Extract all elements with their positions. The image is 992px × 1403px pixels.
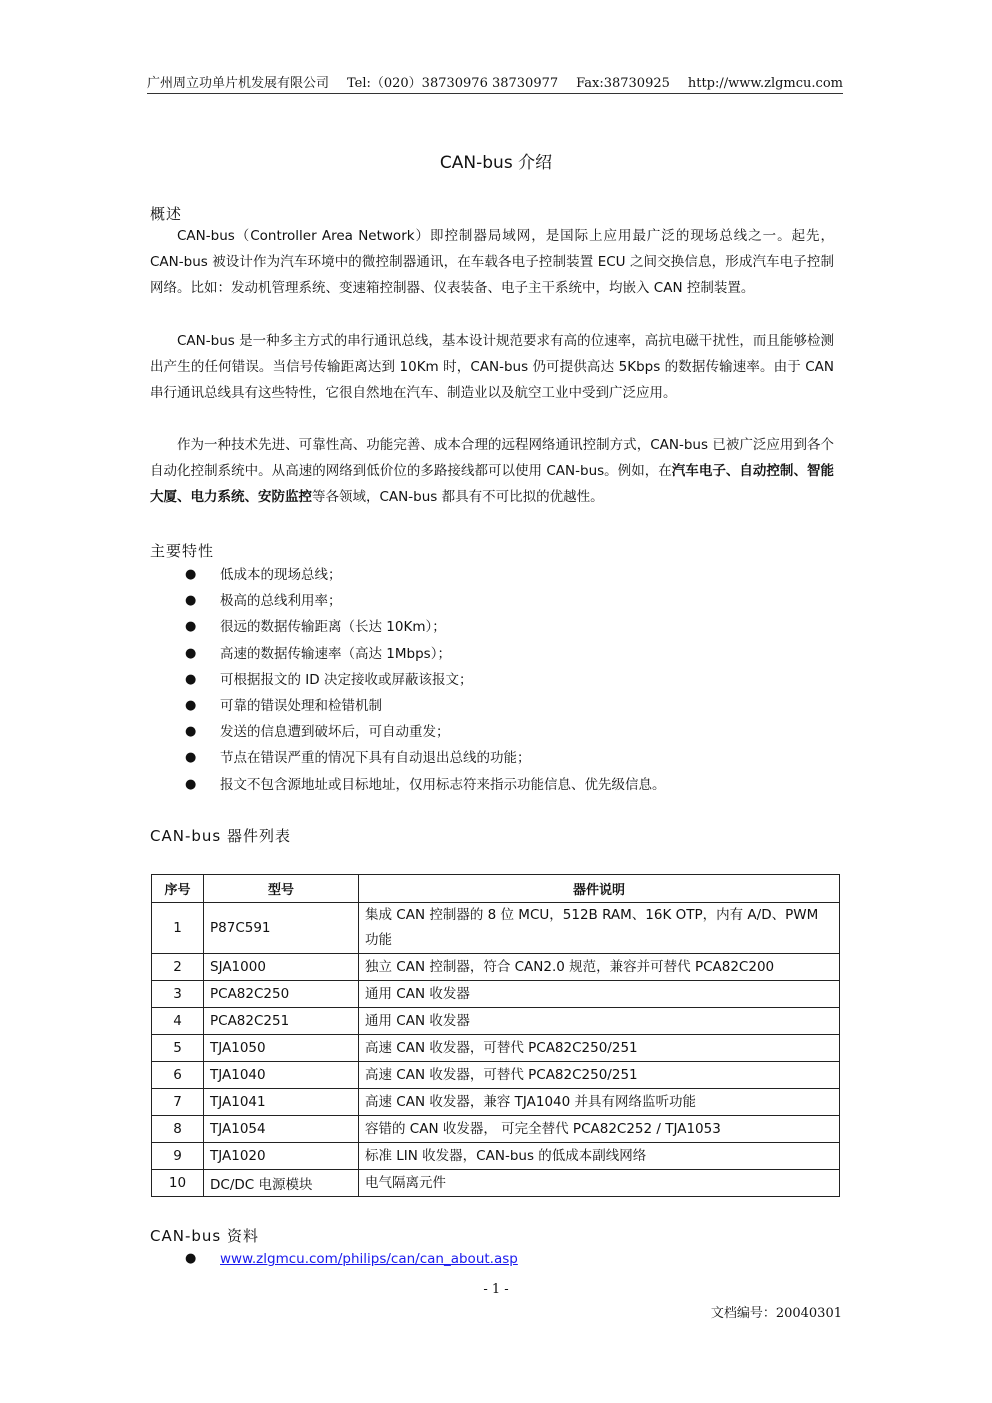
bullet-icon: ● xyxy=(185,593,197,609)
bullet-icon: ● xyxy=(185,1251,197,1266)
list-item: ● 报文不包含源地址或目标地址，仅用标志符来指示功能信息、优先级信息。 xyxy=(185,776,666,802)
list-item: ● 高速的数据传输速率（高达 1Mbps）； xyxy=(185,645,666,671)
page-number: - 1 - xyxy=(483,1282,509,1297)
table-row: 2 SJA1000 独立 CAN 控制器，符合 CAN2.0 规范，兼容并可替代 PCA82C200 xyxy=(152,954,840,981)
overview-paragraph-1: CAN-bus（Controller Area Network）即控制器局域网，是国际上应用最广泛的现场总线之一。起先，CAN-bus 被设计作为汽车环境中的微控制器通讯，在车载各电子控制装置 ECU 之间交换信息，形成汽车电子控制网络。比如：发动机管理系统、变速箱控制器、仪表装备、电子主干系统中，均嵌入 CAN 控制装置。 xyxy=(150,228,834,296)
bullet-icon: ● xyxy=(185,567,197,582)
list-item: ● 极高的总线利用率； xyxy=(185,592,666,618)
bullet-icon: ● xyxy=(185,671,197,687)
devices-table xyxy=(151,874,840,1197)
bullet-icon: ● xyxy=(185,750,197,766)
table-header-row xyxy=(152,875,840,903)
table-row: 5 TJA1050 高速 CAN 收发器，可替代 PCA82C250/251 xyxy=(152,1035,840,1062)
column-header-desc: 器件说明 xyxy=(359,875,840,903)
fax-number: Fax:38730925 xyxy=(576,76,670,91)
page-header xyxy=(147,70,843,94)
table-row: 1 P87C591 集成 CAN 控制器的 8 位 MCU，512B RAM、16K OTP，内有 A/D、PWM 功能 xyxy=(152,903,840,954)
list-item: ● 可根据报文的 ID 决定接收或屏蔽该报文； xyxy=(185,671,666,697)
features-heading: 主要特性 xyxy=(150,542,215,560)
page-title: CAN-bus 介绍 xyxy=(439,153,553,173)
table-row: 8 TJA1054 容错的 CAN 收发器， 可完全替代 PCA82C252 / TJA1053 xyxy=(152,1116,840,1143)
company-name: 广州周立功单片机发展有限公司 xyxy=(147,76,330,91)
document-number: 文档编号：20040301 xyxy=(710,1306,842,1321)
paragraph-3-bold-fields: 汽车电子、自动控制、智能大厦、电力系统、安防监控 xyxy=(150,463,834,505)
devices-heading: CAN-bus 器件列表 xyxy=(150,827,291,845)
bullet-icon: ● xyxy=(185,776,197,792)
list-item: ● 节点在错误严重的情况下具有自动退出总线的功能； xyxy=(185,749,666,775)
bullet-icon: ● xyxy=(185,697,197,713)
company-url[interactable]: http://www.zlgmcu.com xyxy=(687,76,843,91)
list-item: ● 发送的信息遭到破坏后，可自动重发； xyxy=(185,723,666,749)
overview-paragraph-3 xyxy=(150,432,834,510)
tel-number: Tel:（020）38730976 38730977 xyxy=(346,76,559,91)
features-list xyxy=(185,566,666,802)
resources-heading: CAN-bus 资料 xyxy=(150,1227,259,1245)
can-about-link[interactable]: www.zlgmcu.com/philips/can/can_about.asp xyxy=(220,1251,518,1267)
list-item: ● 可靠的错误处理和检错机制 xyxy=(185,697,666,723)
paragraph-3-text-b: 等各领域，CAN-bus 都具有不可比拟的优越性。 xyxy=(312,489,604,505)
table-row: 3 PCA82C250 通用 CAN 收发器 xyxy=(152,981,840,1008)
paragraph-3-text-a: 作为一种技术先进、可靠性高、功能完善、成本合理的远程网络通讯控制方式，CAN-bus 已被广泛应用到各个自动化控制系统中。从高速的网络到低价位的多路接线都可以使用 CAN-bus。例如，在 xyxy=(150,437,834,479)
bullet-icon: ● xyxy=(185,724,197,740)
list-item: ● 很远的数据传输距离（长达 10Km）； xyxy=(185,618,666,644)
column-header-model: 型号 xyxy=(204,875,359,903)
resource-link-item xyxy=(185,1251,518,1267)
overview-paragraph-2: CAN-bus 是一种多主方式的串行通讯总线，基本设计规范要求有高的位速率，高抗电磁干扰性，而且能够检测出产生的任何错误。当信号传输距离达到 10Km 时，CAN-bus 仍可提供高达 5Kbps 的数据传输速率。由于 CAN 串行通讯总线具有这些特性，它很自然地在汽车、制造业以及航空工业中受到广泛应用。 xyxy=(150,333,834,401)
bullet-icon: ● xyxy=(185,619,197,635)
table-row: 9 TJA1020 标准 LIN 收发器，CAN-bus 的低成本副线网络 xyxy=(152,1143,840,1170)
table-row: 6 TJA1040 高速 CAN 收发器，可替代 PCA82C250/251 xyxy=(152,1062,840,1089)
bullet-icon: ● xyxy=(185,645,197,661)
table-row: 7 TJA1041 高速 CAN 收发器，兼容 TJA1040 并具有网络监听功能 xyxy=(152,1089,840,1116)
table-row: 10 DC/DC 电源模块 电气隔离元件 xyxy=(152,1170,840,1197)
list-item: ● 低成本的现场总线； xyxy=(185,566,666,592)
overview-heading: 概述 xyxy=(150,205,183,223)
column-header-no: 序号 xyxy=(152,875,204,903)
table-row: 4 PCA82C251 通用 CAN 收发器 xyxy=(152,1008,840,1035)
